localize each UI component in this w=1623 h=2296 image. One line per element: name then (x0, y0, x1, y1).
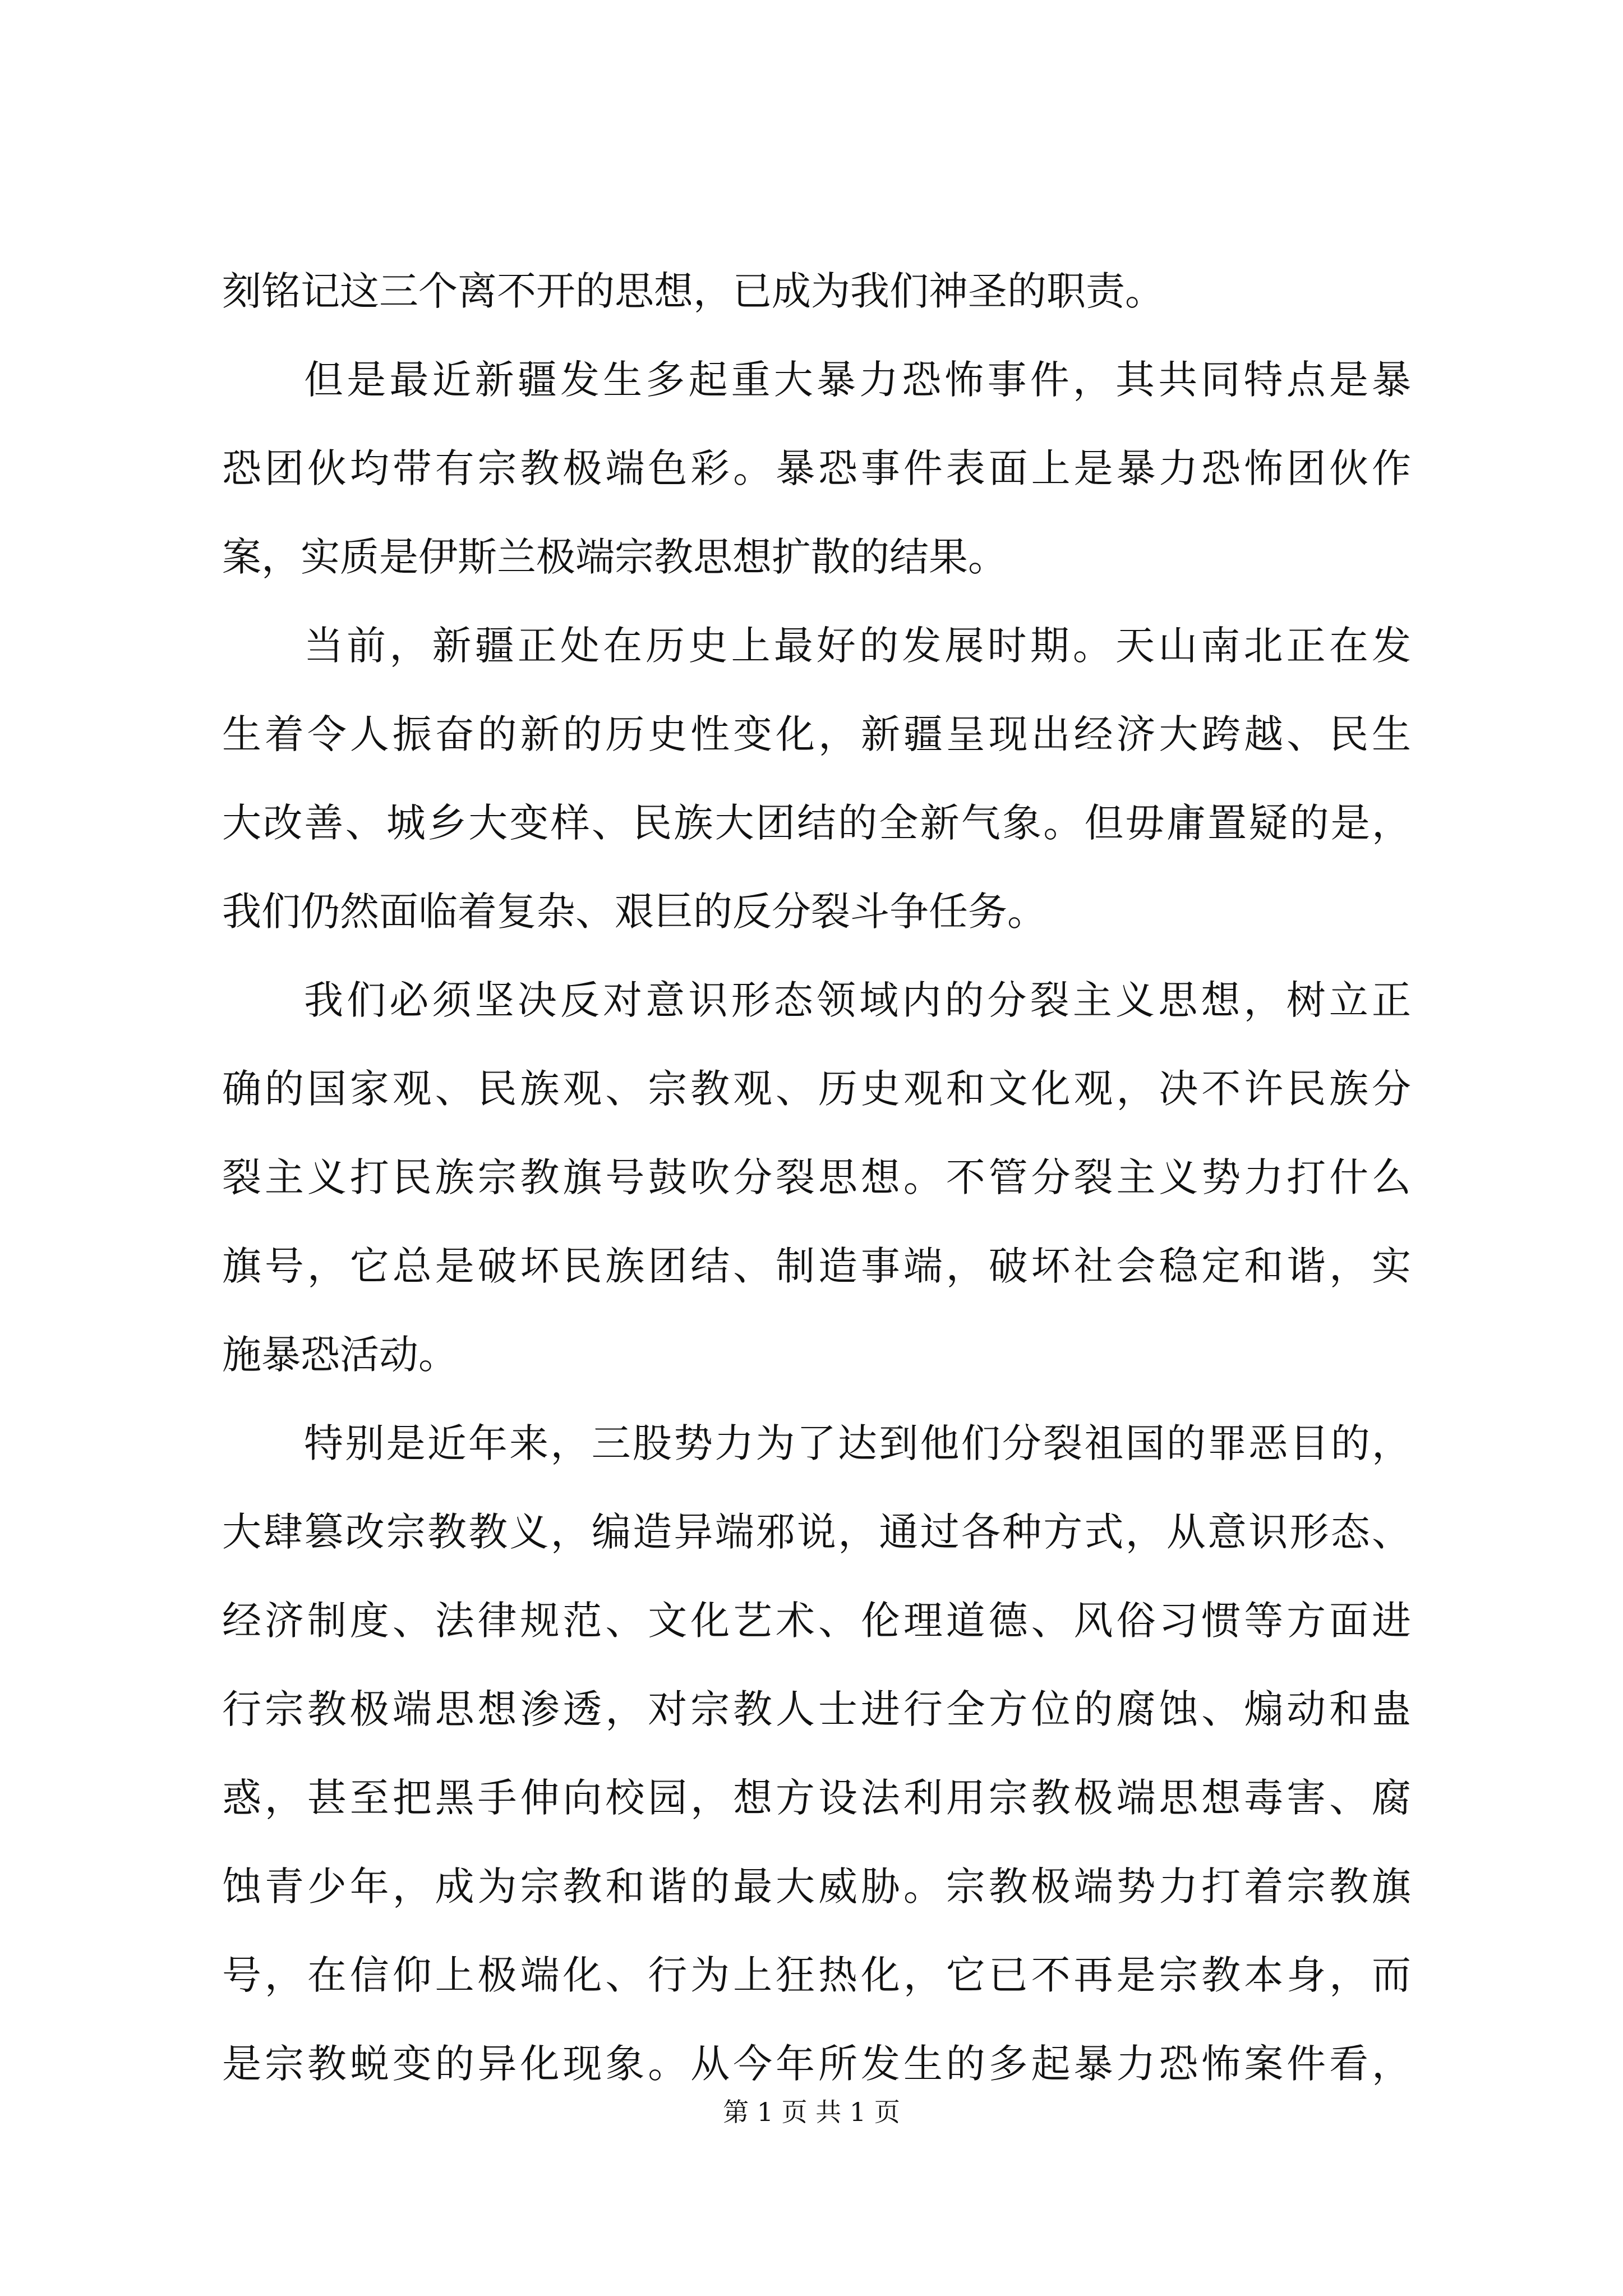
text-line: 恐团伙均带有宗教极端色彩。暴恐事件表面上是暴力恐怖团伙作 (222, 445, 1411, 491)
text-line: 经济制度、法律规范、文化艺术、伦理道德、风俗习惯等方面进 (222, 1598, 1411, 1644)
page-footer: 第 1 页 共 1 页 (723, 2097, 900, 2127)
text-line: 蚀青少年，成为宗教和谐的最大威胁。宗教极端势力打着宗教旗 (222, 1864, 1411, 1910)
text-line: 裂主义打民族宗教旗号鼓吹分裂思想。不管分裂主义势力打什么 (222, 1154, 1411, 1200)
text-line: 但是最近新疆发生多起重大暴力恐怖事件，其共同特点是暴 (304, 357, 1411, 403)
document-body (222, 247, 1411, 2108)
text-line: 刻铭记这三个离不开的思想，已成为我们神圣的职责。 (222, 268, 1164, 314)
text-line: 我们仍然面临着复杂、艰巨的反分裂斗争任务。 (222, 889, 1046, 935)
text-line: 确的国家观、民族观、宗教观、历史观和文化观，决不许民族分 (222, 1066, 1411, 1112)
text-line: 号，在信仰上极端化、行为上狂热化，它已不再是宗教本身，而 (222, 1952, 1411, 1998)
text-line: 大改善、城乡大变样、民族大团结的全新气象。但毋庸置疑的是， (222, 800, 1411, 846)
text-line: 施暴恐活动。 (222, 1332, 458, 1378)
text-line: 当前，新疆正处在历史上最好的发展时期。天山南北正在发 (304, 623, 1411, 669)
text-line: 行宗教极端思想渗透，对宗教人士进行全方位的腐蚀、煽动和蛊 (222, 1686, 1411, 1732)
text-line: 我们必须坚决反对意识形态领域内的分裂主义思想，树立正 (304, 977, 1411, 1023)
text-line: 惑，甚至把黑手伸向校园，想方设法利用宗教极端思想毒害、腐 (222, 1775, 1411, 1821)
text-line: 是宗教蜕变的异化现象。从今年所发生的多起暴力恐怖案件看， (222, 2041, 1411, 2087)
text-line: 生着令人振奋的新的历史性变化，新疆呈现出经济大跨越、民生 (222, 711, 1411, 757)
text-line: 特别是近年来，三股势力为了达到他们分裂祖国的罪恶目的， (304, 1420, 1411, 1466)
text-line: 案，实质是伊斯兰极端宗教思想扩散的结果。 (222, 534, 1007, 580)
text-line: 旗号，它总是破坏民族团结、制造事端，破坏社会稳定和谐，实 (222, 1243, 1411, 1289)
text-line: 大肆篡改宗教教义，编造异端邪说，通过各种方式，从意识形态、 (222, 1509, 1411, 1555)
